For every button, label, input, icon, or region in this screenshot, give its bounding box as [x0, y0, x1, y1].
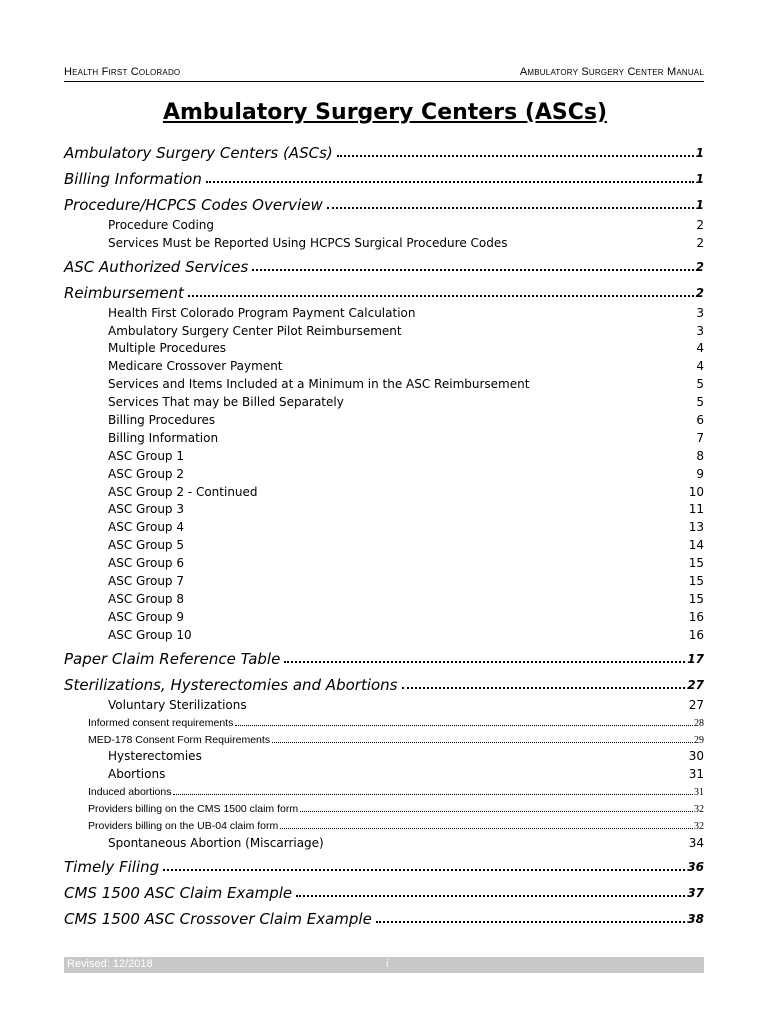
toc-entry-page: 1	[695, 198, 704, 212]
toc-leader	[280, 828, 693, 829]
toc-entry-title: Reimbursement	[64, 283, 184, 302]
toc-entry-title: Informed consent requirements	[88, 716, 234, 729]
toc-entry-title: ASC Group 4	[108, 520, 185, 535]
toc-leader	[235, 725, 693, 726]
header-left: Health First Colorado	[64, 66, 181, 78]
toc-entry-title: ASC Group 5	[108, 538, 185, 553]
revision-date: Revised: 12/2018	[67, 958, 153, 970]
toc-entry-title: Services and Items Included at a Minimum in the ASC Reimbursement	[108, 377, 530, 392]
page-title: Ambulatory Surgery Centers (ASCs)	[162, 100, 608, 125]
toc-entry-level-2[interactable]	[64, 427, 704, 445]
toc-entry-level-2[interactable]	[64, 499, 704, 517]
toc-leader	[252, 269, 693, 271]
toc-entry-page: 16	[688, 627, 704, 642]
toc-entry-level-1[interactable]	[64, 669, 704, 694]
toc-entry-level-2[interactable]	[64, 320, 704, 338]
toc-entry-page: 17	[687, 651, 704, 666]
toc-entry-level-2[interactable]	[64, 832, 704, 850]
toc-entry-page: 4	[696, 341, 704, 356]
toc-entry-title: Ambulatory Surgery Centers (ASCs)	[64, 144, 333, 162]
toc-entry-level-2[interactable]	[64, 338, 704, 356]
toc-entry-title: ASC Group 9	[108, 609, 185, 624]
toc-entry-title: Induced abortions	[88, 786, 172, 799]
toc-leader	[300, 811, 693, 812]
header-right: Ambulatory Surgery Center Manual	[519, 66, 704, 78]
toc-entry-title: ASC Group 1	[108, 448, 185, 463]
toc-entry-page: 38	[687, 912, 704, 927]
toc-entry-page: 11	[688, 502, 704, 517]
toc-entry-title: ASC Group 3	[108, 502, 185, 517]
toc-entry-title: Medicare Crossover Payment	[108, 359, 283, 374]
toc-entry-level-2[interactable]	[64, 445, 704, 463]
toc-leader	[337, 155, 694, 157]
toc-entry-page: 9	[696, 466, 704, 481]
toc-entry-title: Paper Claim Reference Table	[64, 649, 281, 668]
toc-entry-title: Procedure Coding	[108, 217, 215, 232]
toc-entry-level-1[interactable]	[64, 277, 704, 302]
toc-entry-level-1[interactable]	[64, 903, 704, 928]
toc-entry-level-1[interactable]	[64, 851, 704, 876]
toc-entry-level-2[interactable]	[64, 232, 704, 250]
toc-entry-page: 31	[688, 767, 704, 782]
toc-entry-level-1[interactable]	[64, 251, 704, 276]
toc-entry-page: 31	[694, 787, 704, 799]
toc-leader	[402, 687, 686, 689]
toc-entry-level-3[interactable]	[64, 712, 704, 729]
page-footer	[64, 957, 704, 973]
toc-entry-title: Services Must be Reported Using HCPCS Surgical Procedure Codes	[108, 235, 508, 250]
toc-entry-title: Providers billing on the UB-04 claim form	[88, 820, 279, 833]
toc-entry-title: Abortions	[108, 767, 166, 782]
toc-entry-page: 16	[688, 609, 704, 624]
toc-entry-page: 30	[688, 749, 704, 764]
toc-entry-page: 5	[696, 395, 704, 410]
toc-entry-title: CMS 1500 ASC Claim Example	[64, 884, 293, 903]
toc-entry-level-2[interactable]	[64, 570, 704, 588]
toc-entry-page: 1	[695, 146, 704, 160]
toc-entry-page: 3	[696, 323, 704, 338]
page-number: i	[386, 958, 389, 970]
toc-entry-page: 1	[695, 172, 704, 186]
toc-entry-page: 29	[694, 734, 704, 746]
toc-entry-title: ASC Group 2	[108, 466, 185, 481]
toc-entry-level-2[interactable]	[64, 409, 704, 427]
toc-entry-level-2[interactable]	[64, 606, 704, 624]
toc-entry-page: 3	[696, 305, 704, 320]
toc-leader	[284, 661, 685, 663]
toc-entry-title: Ambulatory Surgery Center Pilot Reimbursement	[108, 323, 402, 338]
toc-entry-page: 32	[694, 804, 704, 816]
toc-leader	[173, 794, 693, 795]
toc-entry-level-3[interactable]	[64, 815, 704, 832]
toc-entry-page: 34	[688, 836, 704, 851]
toc-entry-title: Procedure/HCPCS Codes Overview	[64, 196, 323, 214]
toc-leader	[272, 742, 693, 743]
toc-entry-page: 15	[688, 574, 704, 589]
toc-entry-title: Voluntary Sterilizations	[108, 697, 247, 712]
page-header	[64, 64, 704, 82]
toc-entry-title: Multiple Procedures	[108, 341, 227, 356]
toc-entry-level-2[interactable]	[64, 302, 704, 320]
toc-entry-page: 37	[687, 886, 704, 901]
toc-entry-page: 28	[694, 717, 704, 729]
toc-entry-page: 15	[688, 556, 704, 571]
toc-entry-level-1[interactable]	[64, 163, 704, 188]
toc-entry-level-2[interactable]	[64, 552, 704, 570]
toc-leader	[188, 295, 694, 297]
toc-entry-title: ASC Group 7	[108, 574, 185, 589]
toc-entry-page: 6	[696, 413, 704, 428]
toc-entry-title: Billing Procedures	[108, 413, 216, 428]
toc-entry-title: Billing Information	[64, 170, 202, 188]
toc-entry-title: Spontaneous Abortion (Miscarriage)	[108, 836, 324, 851]
toc-entry-title: Services That may be Billed Separately	[108, 395, 344, 410]
toc-entry-page: 14	[688, 538, 704, 553]
toc-entry-level-3[interactable]	[64, 781, 704, 798]
toc-entry-level-1[interactable]	[64, 643, 704, 668]
toc-entry-title: ASC Authorized Services	[64, 257, 249, 276]
toc-entry-title: Health First Colorado Program Payment Calculation	[108, 305, 416, 320]
toc-entry-title: ASC Group 8	[108, 591, 185, 606]
toc-leader	[296, 895, 685, 897]
toc-entry-level-3[interactable]	[64, 729, 704, 746]
toc-entry-page: 4	[696, 359, 704, 374]
toc-entry-page: 7	[696, 430, 704, 445]
toc-entry-page: 15	[688, 591, 704, 606]
toc-entry-page: 2	[696, 217, 704, 232]
toc-entry-level-2[interactable]	[64, 463, 704, 481]
toc-entry-level-2[interactable]	[64, 763, 704, 781]
toc-entry-page: 32	[694, 821, 704, 833]
toc-entry-title: ASC Group 2 - Continued	[108, 484, 258, 499]
toc-entry-level-2[interactable]	[64, 481, 704, 499]
toc-entry-level-1[interactable]	[64, 137, 704, 162]
toc-entry-page: 10	[688, 484, 704, 499]
toc-entry-level-2[interactable]	[64, 516, 704, 534]
toc-entry-title: CMS 1500 ASC Crossover Claim Example	[64, 910, 372, 929]
toc-entry-title: ASC Group 10	[108, 627, 192, 642]
toc-entry-page: 36	[687, 860, 704, 875]
toc-leader	[163, 869, 685, 871]
toc-entry-page: 2	[695, 259, 704, 274]
toc-leader	[327, 207, 694, 209]
toc-entry-title: MED-178 Consent Form Requirements	[88, 733, 271, 746]
toc-entry-title: Providers billing on the CMS 1500 claim form	[88, 803, 299, 816]
toc-entry-page: 27	[688, 697, 704, 712]
toc-entry-level-2[interactable]	[64, 534, 704, 552]
toc-entry-title: Hysterectomies	[108, 749, 202, 764]
toc-entry-title: Timely Filing	[64, 858, 160, 877]
toc-entry-page: 2	[696, 235, 704, 250]
toc-entry-level-1[interactable]	[64, 877, 704, 902]
toc-entry-level-2[interactable]	[64, 373, 704, 391]
table-of-contents	[64, 136, 704, 928]
toc-entry-page: 2	[695, 285, 704, 300]
toc-entry-page: 8	[696, 448, 704, 463]
toc-entry-level-2[interactable]	[64, 214, 704, 232]
toc-entry-title: ASC Group 6	[108, 556, 185, 571]
toc-entry-level-2[interactable]	[64, 355, 704, 373]
toc-entry-page: 13	[688, 520, 704, 535]
toc-entry-level-2[interactable]	[64, 391, 704, 409]
toc-entry-level-3[interactable]	[64, 798, 704, 815]
toc-leader	[206, 181, 694, 183]
toc-entry-level-2[interactable]	[64, 694, 704, 712]
toc-entry-page: 27	[687, 677, 704, 692]
toc-entry-level-2[interactable]	[64, 588, 704, 606]
toc-entry-level-1[interactable]	[64, 189, 704, 214]
toc-entry-title: Billing Information	[108, 430, 219, 445]
toc-leader	[376, 921, 686, 923]
toc-entry-page: 5	[696, 377, 704, 392]
toc-entry-title: Sterilizations, Hysterectomies and Abortions	[64, 675, 398, 694]
toc-entry-level-2[interactable]	[64, 746, 704, 764]
toc-entry-level-2[interactable]	[64, 624, 704, 642]
